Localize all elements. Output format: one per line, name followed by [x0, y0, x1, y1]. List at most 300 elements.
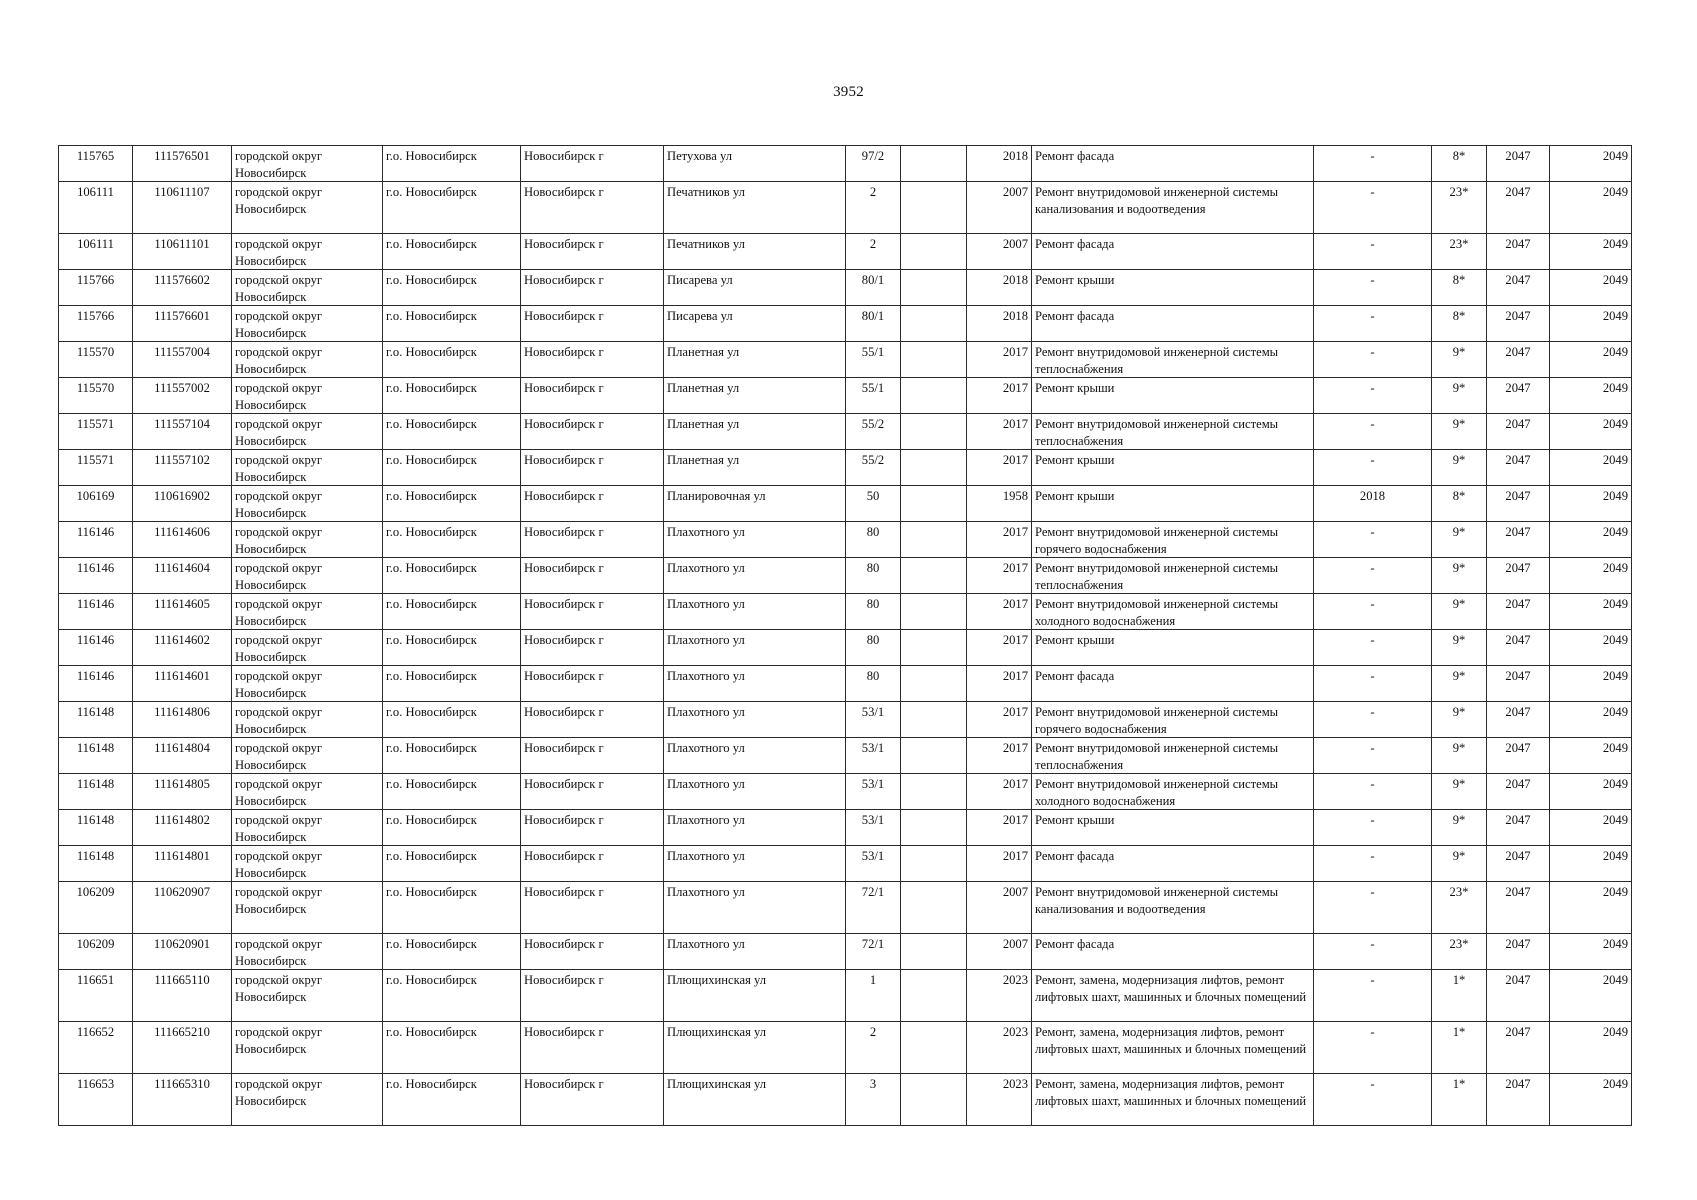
cell-work-code: 111576602 — [133, 270, 232, 306]
cell-last-repair: - — [1314, 774, 1432, 810]
cell-house-id: 106209 — [59, 934, 133, 970]
cell-work-type: Ремонт внутридомовой инженерной системы канализования и водоотведения — [1032, 182, 1314, 234]
table-row — [59, 594, 1632, 630]
cell-house-id: 106111 — [59, 182, 133, 234]
cell-count: 23* — [1432, 882, 1487, 934]
cell-year-to: 2049 — [1550, 342, 1632, 378]
cell-year-from: 2047 — [1487, 342, 1550, 378]
cell-year-from: 2047 — [1487, 774, 1550, 810]
cell-year-built: 2023 — [967, 1022, 1032, 1074]
cell-house-number: 53/1 — [846, 738, 901, 774]
cell-last-repair: - — [1314, 182, 1432, 234]
cell-work-type: Ремонт внутридомовой инженерной системы канализования и водоотведения — [1032, 882, 1314, 934]
cell-house-id: 116148 — [59, 810, 133, 846]
cell-work-type: Ремонт внутридомовой инженерной системы теплоснабжения — [1032, 738, 1314, 774]
table-row — [59, 522, 1632, 558]
cell-count: 9* — [1432, 738, 1487, 774]
cell-year-from: 2047 — [1487, 522, 1550, 558]
table-row — [59, 630, 1632, 666]
cell-last-repair: - — [1314, 146, 1432, 182]
cell-municipality: городской округ Новосибирск — [232, 450, 383, 486]
cell-street: Плахотного ул — [664, 702, 846, 738]
cell-year-to: 2049 — [1550, 234, 1632, 270]
cell-municipality: городской округ Новосибирск — [232, 558, 383, 594]
cell-municipality: городской округ Новосибирск — [232, 146, 383, 182]
table-row — [59, 378, 1632, 414]
cell-building — [901, 486, 967, 522]
cell-count: 9* — [1432, 810, 1487, 846]
cell-year-from: 2047 — [1487, 414, 1550, 450]
cell-district: г.о. Новосибирск — [383, 774, 521, 810]
cell-city: Новосибирск г — [521, 594, 664, 630]
cell-street: Плахотного ул — [664, 666, 846, 702]
cell-work-code: 110616902 — [133, 486, 232, 522]
cell-work-code: 111614604 — [133, 558, 232, 594]
cell-last-repair: - — [1314, 414, 1432, 450]
cell-last-repair: - — [1314, 1074, 1432, 1126]
table-row — [59, 182, 1632, 234]
cell-house-number: 53/1 — [846, 810, 901, 846]
cell-work-type: Ремонт внутридомовой инженерной системы холодного водоснабжения — [1032, 594, 1314, 630]
cell-year-built: 2007 — [967, 934, 1032, 970]
cell-city: Новосибирск г — [521, 702, 664, 738]
cell-house-number: 80 — [846, 558, 901, 594]
cell-work-code: 111614806 — [133, 702, 232, 738]
cell-count: 1* — [1432, 1022, 1487, 1074]
cell-work-code: 110611107 — [133, 182, 232, 234]
cell-house-id: 116651 — [59, 970, 133, 1022]
cell-building — [901, 846, 967, 882]
cell-work-type: Ремонт фасада — [1032, 306, 1314, 342]
cell-year-from: 2047 — [1487, 630, 1550, 666]
cell-house-id: 116148 — [59, 738, 133, 774]
cell-last-repair: - — [1314, 882, 1432, 934]
cell-count: 9* — [1432, 666, 1487, 702]
cell-year-from: 2047 — [1487, 378, 1550, 414]
cell-house-number: 50 — [846, 486, 901, 522]
cell-year-built: 2023 — [967, 1074, 1032, 1126]
cell-year-to: 2049 — [1550, 702, 1632, 738]
cell-building — [901, 522, 967, 558]
cell-house-number: 55/2 — [846, 450, 901, 486]
cell-city: Новосибирск г — [521, 846, 664, 882]
cell-year-built: 2018 — [967, 146, 1032, 182]
cell-last-repair: - — [1314, 666, 1432, 702]
cell-year-from: 2047 — [1487, 810, 1550, 846]
cell-count: 23* — [1432, 934, 1487, 970]
cell-house-id: 116148 — [59, 774, 133, 810]
cell-house-number: 80 — [846, 630, 901, 666]
cell-municipality: городской округ Новосибирск — [232, 414, 383, 450]
cell-last-repair: - — [1314, 738, 1432, 774]
cell-work-type: Ремонт фасада — [1032, 934, 1314, 970]
cell-work-type: Ремонт внутридомовой инженерной системы теплоснабжения — [1032, 414, 1314, 450]
cell-municipality: городской округ Новосибирск — [232, 342, 383, 378]
cell-year-to: 2049 — [1550, 630, 1632, 666]
cell-municipality: городской округ Новосибирск — [232, 270, 383, 306]
cell-house-id: 115766 — [59, 270, 133, 306]
cell-work-type: Ремонт крыши — [1032, 486, 1314, 522]
cell-year-built: 2007 — [967, 182, 1032, 234]
cell-municipality: городской округ Новосибирск — [232, 774, 383, 810]
cell-building — [901, 234, 967, 270]
cell-street: Петухова ул — [664, 146, 846, 182]
cell-year-to: 2049 — [1550, 934, 1632, 970]
table-row — [59, 666, 1632, 702]
cell-city: Новосибирск г — [521, 522, 664, 558]
cell-building — [901, 774, 967, 810]
cell-count: 1* — [1432, 1074, 1487, 1126]
cell-year-to: 2049 — [1550, 378, 1632, 414]
cell-year-from: 2047 — [1487, 306, 1550, 342]
table-row — [59, 234, 1632, 270]
cell-year-to: 2049 — [1550, 486, 1632, 522]
cell-work-code: 111614606 — [133, 522, 232, 558]
table-row — [59, 934, 1632, 970]
cell-work-type: Ремонт внутридомовой инженерной системы теплоснабжения — [1032, 558, 1314, 594]
cell-district: г.о. Новосибирск — [383, 558, 521, 594]
table-row — [59, 774, 1632, 810]
cell-municipality: городской округ Новосибирск — [232, 810, 383, 846]
cell-municipality: городской округ Новосибирск — [232, 486, 383, 522]
cell-house-number: 53/1 — [846, 774, 901, 810]
cell-year-from: 2047 — [1487, 934, 1550, 970]
cell-street: Писарева ул — [664, 306, 846, 342]
cell-street: Плющихинская ул — [664, 1074, 846, 1126]
cell-district: г.о. Новосибирск — [383, 234, 521, 270]
cell-district: г.о. Новосибирск — [383, 970, 521, 1022]
cell-work-code: 111557002 — [133, 378, 232, 414]
cell-work-type: Ремонт внутридомовой инженерной системы холодного водоснабжения — [1032, 774, 1314, 810]
cell-work-code: 111614804 — [133, 738, 232, 774]
cell-street: Плющихинская ул — [664, 970, 846, 1022]
cell-house-number: 80 — [846, 594, 901, 630]
cell-municipality: городской округ Новосибирск — [232, 846, 383, 882]
cell-year-built: 2017 — [967, 558, 1032, 594]
cell-city: Новосибирск г — [521, 486, 664, 522]
cell-house-id: 116652 — [59, 1022, 133, 1074]
cell-year-to: 2049 — [1550, 522, 1632, 558]
table-row — [59, 1022, 1632, 1074]
cell-municipality: городской округ Новосибирск — [232, 594, 383, 630]
cell-street: Плахотного ул — [664, 630, 846, 666]
cell-work-type: Ремонт крыши — [1032, 378, 1314, 414]
cell-year-built: 2017 — [967, 666, 1032, 702]
cell-year-built: 2017 — [967, 522, 1032, 558]
cell-city: Новосибирск г — [521, 1074, 664, 1126]
cell-year-to: 2049 — [1550, 738, 1632, 774]
cell-house-number: 53/1 — [846, 702, 901, 738]
cell-count: 8* — [1432, 146, 1487, 182]
cell-building — [901, 882, 967, 934]
cell-work-code: 110620901 — [133, 934, 232, 970]
page-number: 3952 — [833, 84, 864, 100]
cell-count: 9* — [1432, 702, 1487, 738]
cell-house-number: 3 — [846, 1074, 901, 1126]
cell-municipality: городской округ Новосибирск — [232, 306, 383, 342]
cell-count: 8* — [1432, 306, 1487, 342]
cell-street: Плахотного ул — [664, 558, 846, 594]
cell-year-to: 2049 — [1550, 774, 1632, 810]
cell-work-type: Ремонт, замена, модернизация лифтов, ремонт лифтовых шахт, машинных и блочных помещений — [1032, 970, 1314, 1022]
cell-city: Новосибирск г — [521, 558, 664, 594]
table-row — [59, 702, 1632, 738]
cell-building — [901, 558, 967, 594]
cell-street: Плахотного ул — [664, 594, 846, 630]
cell-house-number: 2 — [846, 234, 901, 270]
cell-district: г.о. Новосибирск — [383, 810, 521, 846]
cell-building — [901, 450, 967, 486]
capital-repair-table — [58, 145, 1632, 1126]
cell-count: 9* — [1432, 522, 1487, 558]
cell-house-number: 55/2 — [846, 414, 901, 450]
cell-year-from: 2047 — [1487, 558, 1550, 594]
cell-city: Новосибирск г — [521, 882, 664, 934]
cell-municipality: городской округ Новосибирск — [232, 666, 383, 702]
cell-building — [901, 738, 967, 774]
cell-year-to: 2049 — [1550, 450, 1632, 486]
cell-work-code: 111665210 — [133, 1022, 232, 1074]
cell-year-built: 2017 — [967, 630, 1032, 666]
cell-work-code: 110611101 — [133, 234, 232, 270]
cell-year-built: 2017 — [967, 774, 1032, 810]
cell-year-to: 2049 — [1550, 558, 1632, 594]
cell-last-repair: - — [1314, 378, 1432, 414]
cell-building — [901, 630, 967, 666]
cell-count: 9* — [1432, 774, 1487, 810]
cell-street: Плахотного ул — [664, 522, 846, 558]
cell-city: Новосибирск г — [521, 414, 664, 450]
cell-last-repair: - — [1314, 558, 1432, 594]
cell-count: 23* — [1432, 234, 1487, 270]
cell-work-type: Ремонт фасада — [1032, 146, 1314, 182]
cell-building — [901, 378, 967, 414]
table-row — [59, 414, 1632, 450]
cell-house-id: 116148 — [59, 846, 133, 882]
cell-year-built: 2017 — [967, 846, 1032, 882]
cell-last-repair: - — [1314, 342, 1432, 378]
cell-house-number: 80 — [846, 522, 901, 558]
cell-building — [901, 702, 967, 738]
cell-city: Новосибирск г — [521, 810, 664, 846]
cell-count: 1* — [1432, 970, 1487, 1022]
cell-count: 8* — [1432, 270, 1487, 306]
cell-building — [901, 1074, 967, 1126]
cell-year-built: 2018 — [967, 306, 1032, 342]
cell-house-id: 116148 — [59, 702, 133, 738]
cell-count: 9* — [1432, 414, 1487, 450]
cell-street: Планетная ул — [664, 378, 846, 414]
cell-year-built: 2017 — [967, 342, 1032, 378]
cell-house-number: 97/2 — [846, 146, 901, 182]
cell-last-repair: - — [1314, 846, 1432, 882]
cell-street: Плахотного ул — [664, 934, 846, 970]
cell-house-id: 115570 — [59, 378, 133, 414]
cell-last-repair: - — [1314, 630, 1432, 666]
cell-city: Новосибирск г — [521, 666, 664, 702]
cell-city: Новосибирск г — [521, 146, 664, 182]
cell-municipality: городской округ Новосибирск — [232, 702, 383, 738]
cell-street: Плахотного ул — [664, 738, 846, 774]
cell-work-type: Ремонт крыши — [1032, 450, 1314, 486]
cell-year-to: 2049 — [1550, 810, 1632, 846]
cell-building — [901, 970, 967, 1022]
cell-building — [901, 270, 967, 306]
cell-house-number: 2 — [846, 182, 901, 234]
cell-street: Плахотного ул — [664, 882, 846, 934]
cell-year-from: 2047 — [1487, 270, 1550, 306]
cell-house-number: 80/1 — [846, 306, 901, 342]
cell-count: 9* — [1432, 450, 1487, 486]
cell-district: г.о. Новосибирск — [383, 594, 521, 630]
cell-street: Планировочная ул — [664, 486, 846, 522]
cell-city: Новосибирск г — [521, 270, 664, 306]
cell-last-repair: - — [1314, 702, 1432, 738]
cell-city: Новосибирск г — [521, 970, 664, 1022]
cell-city: Новосибирск г — [521, 934, 664, 970]
cell-work-type: Ремонт крыши — [1032, 810, 1314, 846]
cell-district: г.о. Новосибирск — [383, 270, 521, 306]
cell-district: г.о. Новосибирск — [383, 486, 521, 522]
cell-street: Писарева ул — [664, 270, 846, 306]
cell-district: г.о. Новосибирск — [383, 846, 521, 882]
cell-city: Новосибирск г — [521, 306, 664, 342]
cell-house-id: 106209 — [59, 882, 133, 934]
cell-work-type: Ремонт фасада — [1032, 846, 1314, 882]
cell-municipality: городской округ Новосибирск — [232, 738, 383, 774]
cell-year-to: 2049 — [1550, 306, 1632, 342]
table-row — [59, 558, 1632, 594]
table-row — [59, 342, 1632, 378]
cell-house-id: 106169 — [59, 486, 133, 522]
table-body — [59, 146, 1632, 1126]
cell-year-from: 2047 — [1487, 738, 1550, 774]
cell-year-to: 2049 — [1550, 1074, 1632, 1126]
cell-house-id: 116146 — [59, 558, 133, 594]
cell-count: 9* — [1432, 846, 1487, 882]
cell-work-code: 111557004 — [133, 342, 232, 378]
cell-work-code: 110620907 — [133, 882, 232, 934]
cell-district: г.о. Новосибирск — [383, 450, 521, 486]
cell-year-from: 2047 — [1487, 1074, 1550, 1126]
table-row — [59, 1074, 1632, 1126]
cell-municipality: городской округ Новосибирск — [232, 630, 383, 666]
table-row — [59, 146, 1632, 182]
cell-district: г.о. Новосибирск — [383, 146, 521, 182]
cell-street: Плющихинская ул — [664, 1022, 846, 1074]
cell-year-built: 2017 — [967, 594, 1032, 630]
cell-house-id: 106111 — [59, 234, 133, 270]
cell-city: Новосибирск г — [521, 1022, 664, 1074]
cell-work-code: 111665110 — [133, 970, 232, 1022]
cell-district: г.о. Новосибирск — [383, 666, 521, 702]
table-row — [59, 846, 1632, 882]
cell-count: 9* — [1432, 630, 1487, 666]
cell-street: Плахотного ул — [664, 774, 846, 810]
cell-last-repair: - — [1314, 970, 1432, 1022]
cell-year-built: 1958 — [967, 486, 1032, 522]
cell-house-number: 55/1 — [846, 378, 901, 414]
cell-last-repair: - — [1314, 1022, 1432, 1074]
cell-year-from: 2047 — [1487, 146, 1550, 182]
cell-house-number: 1 — [846, 970, 901, 1022]
cell-city: Новосибирск г — [521, 774, 664, 810]
cell-last-repair: - — [1314, 450, 1432, 486]
table-row — [59, 270, 1632, 306]
cell-year-to: 2049 — [1550, 146, 1632, 182]
cell-work-code: 111614801 — [133, 846, 232, 882]
cell-municipality: городской округ Новосибирск — [232, 882, 383, 934]
cell-building — [901, 666, 967, 702]
cell-year-from: 2047 — [1487, 882, 1550, 934]
cell-street: Планетная ул — [664, 414, 846, 450]
cell-year-built: 2017 — [967, 810, 1032, 846]
table-row — [59, 486, 1632, 522]
cell-municipality: городской округ Новосибирск — [232, 970, 383, 1022]
cell-house-id: 115571 — [59, 450, 133, 486]
cell-city: Новосибирск г — [521, 450, 664, 486]
cell-count: 9* — [1432, 594, 1487, 630]
cell-last-repair: - — [1314, 934, 1432, 970]
cell-house-number: 55/1 — [846, 342, 901, 378]
cell-year-from: 2047 — [1487, 182, 1550, 234]
cell-year-to: 2049 — [1550, 1022, 1632, 1074]
cell-last-repair: - — [1314, 522, 1432, 558]
cell-district: г.о. Новосибирск — [383, 738, 521, 774]
cell-building — [901, 146, 967, 182]
cell-year-from: 2047 — [1487, 234, 1550, 270]
cell-district: г.о. Новосибирск — [383, 522, 521, 558]
cell-house-id: 115765 — [59, 146, 133, 182]
cell-year-from: 2047 — [1487, 1022, 1550, 1074]
cell-work-type: Ремонт внутридомовой инженерной системы горячего водоснабжения — [1032, 522, 1314, 558]
cell-building — [901, 182, 967, 234]
cell-district: г.о. Новосибирск — [383, 1074, 521, 1126]
cell-house-id: 116146 — [59, 666, 133, 702]
cell-last-repair: - — [1314, 306, 1432, 342]
cell-district: г.о. Новосибирск — [383, 414, 521, 450]
cell-work-code: 111614805 — [133, 774, 232, 810]
cell-house-number: 72/1 — [846, 882, 901, 934]
cell-work-type: Ремонт фасада — [1032, 234, 1314, 270]
cell-year-built: 2018 — [967, 270, 1032, 306]
cell-work-type: Ремонт внутридомовой инженерной системы теплоснабжения — [1032, 342, 1314, 378]
cell-district: г.о. Новосибирск — [383, 306, 521, 342]
cell-year-from: 2047 — [1487, 450, 1550, 486]
table-row — [59, 450, 1632, 486]
cell-city: Новосибирск г — [521, 342, 664, 378]
cell-district: г.о. Новосибирск — [383, 702, 521, 738]
cell-year-built: 2023 — [967, 970, 1032, 1022]
cell-municipality: городской округ Новосибирск — [232, 234, 383, 270]
table-row — [59, 882, 1632, 934]
cell-year-from: 2047 — [1487, 702, 1550, 738]
cell-count: 9* — [1432, 342, 1487, 378]
cell-street: Планетная ул — [664, 342, 846, 378]
cell-city: Новосибирск г — [521, 738, 664, 774]
cell-work-type: Ремонт фасада — [1032, 666, 1314, 702]
cell-house-id: 116146 — [59, 630, 133, 666]
cell-year-built: 2017 — [967, 450, 1032, 486]
cell-street: Планетная ул — [664, 450, 846, 486]
cell-street: Печатников ул — [664, 234, 846, 270]
cell-district: г.о. Новосибирск — [383, 934, 521, 970]
cell-work-type: Ремонт, замена, модернизация лифтов, ремонт лифтовых шахт, машинных и блочных помещений — [1032, 1074, 1314, 1126]
cell-work-code: 111614601 — [133, 666, 232, 702]
cell-last-repair: - — [1314, 810, 1432, 846]
cell-year-from: 2047 — [1487, 594, 1550, 630]
cell-house-number: 2 — [846, 1022, 901, 1074]
